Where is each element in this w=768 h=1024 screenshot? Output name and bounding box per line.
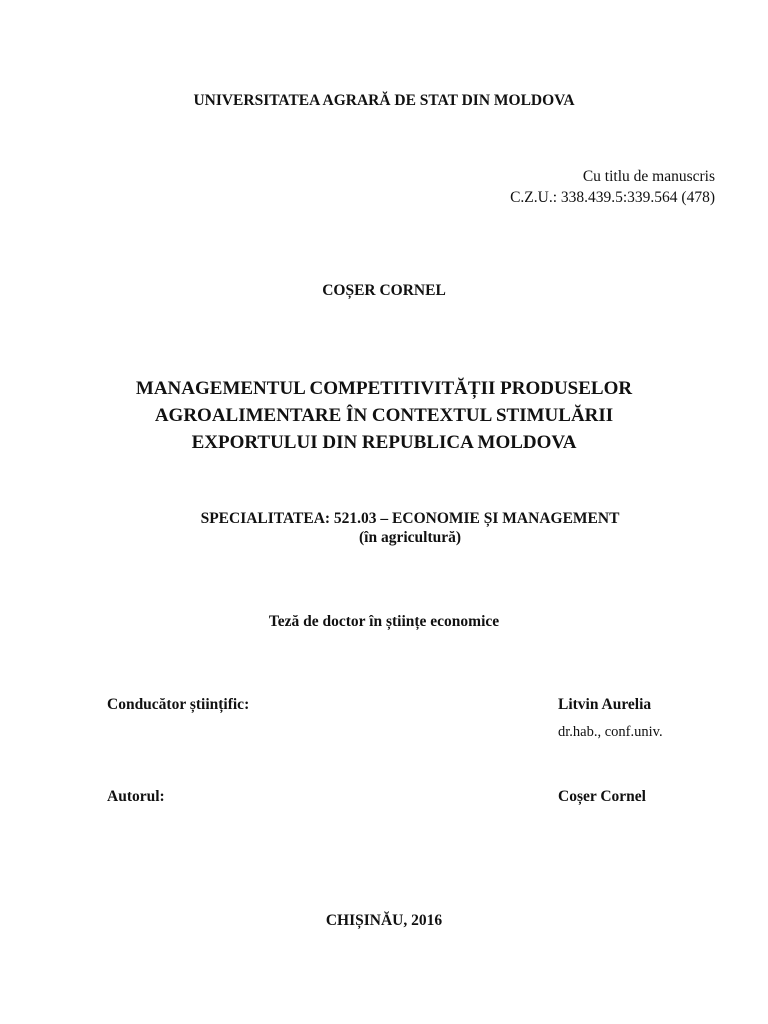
manuscript-info [510,166,715,208]
specialty-block [0,509,768,547]
thesis-type: Teză de doctor în științe economice [268,613,500,630]
czu-code: C.Z.U.: 338.439.5:339.564 (478) [510,189,715,206]
thesis-title-line: MANAGEMENTUL COMPETITIVITĂȚII PRODUSELOR [135,378,633,399]
university-name: UNIVERSITATEA AGRARĂ DE STAT DIN MOLDOVA [193,92,575,109]
supervisor-title: dr.hab., conf.univ. [558,724,663,740]
author-name-heading: COȘER CORNEL [322,282,446,299]
specialty-line: SPECIALITATEA: 521.03 – ECONOMIE ȘI MANAGEMENT [200,510,620,527]
manuscript-note: Cu titlu de manuscris [582,168,715,185]
specialty-subline: (în agricultură) [358,529,462,546]
supervisor-name: Litvin Aurelia [558,696,652,713]
thesis-title-line: EXPORTULUI DIN REPUBLICA MOLDOVA [191,432,577,453]
thesis-title [0,375,768,456]
author-signature-name: Coșer Cornel [558,788,646,805]
supervisor-label: Conducător științific: [107,696,250,713]
city-year: CHIȘINĂU, 2016 [325,912,443,929]
author-label: Autorul: [107,788,165,805]
thesis-title-line: AGROALIMENTARE ÎN CONTEXTUL STIMULĂRII [154,405,614,426]
